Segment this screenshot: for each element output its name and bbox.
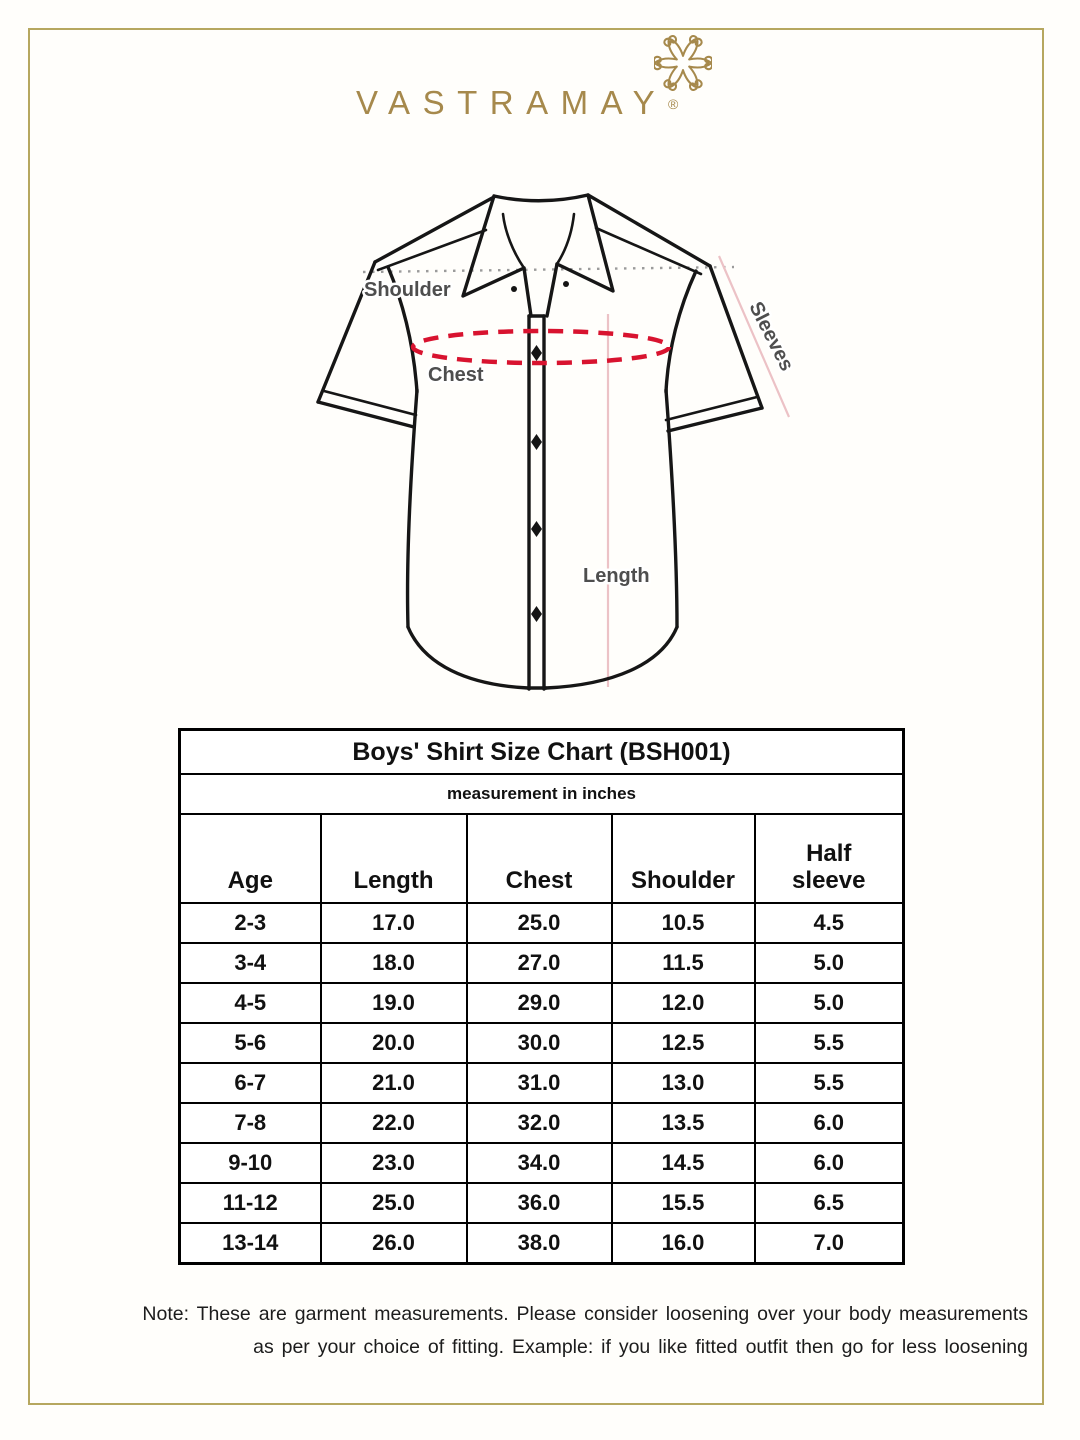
shirt-measurement-diagram	[270, 180, 810, 715]
note-line-1: Note: These are garment measurements. Please consider loosening over your body measurements	[142, 1303, 1028, 1325]
column-header-length: Length	[321, 814, 467, 903]
size-cell: 6.0	[755, 1103, 904, 1143]
size-cell: 7.0	[755, 1223, 904, 1264]
size-row	[180, 1143, 904, 1183]
size-cell: 36.0	[467, 1183, 612, 1223]
column-header-chest: Chest	[467, 814, 612, 903]
size-cell: 32.0	[467, 1103, 612, 1143]
size-cell: 20.0	[321, 1023, 467, 1063]
size-row	[180, 1183, 904, 1223]
size-cell: 11-12	[180, 1183, 321, 1223]
column-header-age: Age	[180, 814, 321, 903]
measurement-note	[52, 1298, 1028, 1364]
size-cell: 9-10	[180, 1143, 321, 1183]
size-chart-title: Boys' Shirt Size Chart (BSH001)	[180, 730, 904, 775]
size-cell: 19.0	[321, 983, 467, 1023]
size-cell: 23.0	[321, 1143, 467, 1183]
brand-logo	[0, 0, 1080, 140]
size-cell: 6.5	[755, 1183, 904, 1223]
brand-name: VASTRAMAY	[356, 84, 668, 121]
size-cell: 13.0	[612, 1063, 755, 1103]
size-cell: 25.0	[467, 903, 612, 943]
size-cell: 6.0	[755, 1143, 904, 1183]
size-row	[180, 1023, 904, 1063]
size-row	[180, 943, 904, 983]
size-cell: 2-3	[180, 903, 321, 943]
size-cell: 12.0	[612, 983, 755, 1023]
size-cell: 11.5	[612, 943, 755, 983]
size-cell: 6-7	[180, 1063, 321, 1103]
size-chart-subtitle-row	[180, 774, 904, 814]
size-chart-table	[178, 728, 905, 1265]
size-chart-header-row	[180, 814, 904, 903]
size-row	[180, 983, 904, 1023]
sleeves-label: Sleeves	[744, 298, 798, 375]
shoulder-guide-dotted-line	[363, 267, 734, 272]
note-line-2: as per your choice of fitting. Example: if you like fitted outfit then go for less loosening	[253, 1336, 1028, 1358]
size-cell: 34.0	[467, 1143, 612, 1183]
size-cell: 21.0	[321, 1063, 467, 1103]
chest-measure-ellipse	[413, 331, 669, 363]
size-cell: 38.0	[467, 1223, 612, 1264]
size-cell: 5.5	[755, 1063, 904, 1103]
length-label: Length	[583, 565, 650, 587]
size-cell: 31.0	[467, 1063, 612, 1103]
size-row	[180, 1103, 904, 1143]
size-cell: 10.5	[612, 903, 755, 943]
size-cell: 4.5	[755, 903, 904, 943]
size-cell: 15.5	[612, 1183, 755, 1223]
size-cell: 22.0	[321, 1103, 467, 1143]
column-header-half-sleeve: Half sleeve	[755, 814, 904, 903]
size-cell: 29.0	[467, 983, 612, 1023]
size-cell: 5-6	[180, 1023, 321, 1063]
size-cell: 17.0	[321, 903, 467, 943]
size-chart-subtitle: measurement in inches	[180, 774, 904, 814]
size-chart-title-row	[180, 730, 904, 775]
size-row	[180, 1223, 904, 1264]
size-cell: 5.0	[755, 983, 904, 1023]
size-cell: 30.0	[467, 1023, 612, 1063]
size-cell: 7-8	[180, 1103, 321, 1143]
size-cell: 13-14	[180, 1223, 321, 1264]
size-cell: 14.5	[612, 1143, 755, 1183]
brand-emblem-icon	[654, 34, 712, 92]
size-row	[180, 903, 904, 943]
size-cell: 5.5	[755, 1023, 904, 1063]
chest-label: Chest	[428, 364, 484, 386]
size-cell: 4-5	[180, 983, 321, 1023]
size-cell: 13.5	[612, 1103, 755, 1143]
size-cell: 18.0	[321, 943, 467, 983]
size-cell: 5.0	[755, 943, 904, 983]
size-row	[180, 1063, 904, 1103]
size-cell: 26.0	[321, 1223, 467, 1264]
size-cell: 16.0	[612, 1223, 755, 1264]
size-cell: 27.0	[467, 943, 612, 983]
shoulder-label: Shoulder	[364, 279, 451, 301]
size-cell: 25.0	[321, 1183, 467, 1223]
column-header-shoulder: Shoulder	[612, 814, 755, 903]
size-cell: 12.5	[612, 1023, 755, 1063]
registered-trademark-icon: ®	[668, 96, 679, 112]
size-cell: 3-4	[180, 943, 321, 983]
